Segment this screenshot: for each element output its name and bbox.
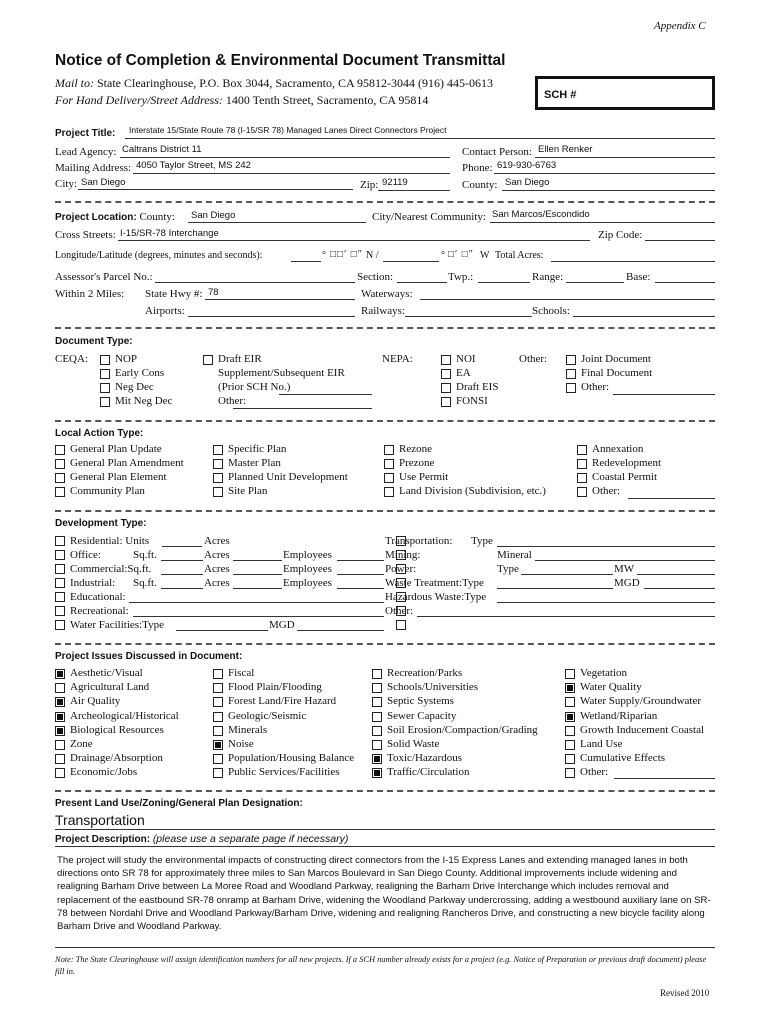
project-location-label: Project Location: — [55, 212, 137, 223]
dev-ind-emp-field[interactable] — [337, 588, 384, 589]
local-label: Land Division (Subdivision, etc.) — [399, 485, 546, 497]
dev-industrial-label: Industrial: — [70, 577, 116, 589]
project-title-value: Interstate 15/State Route 78 (I-15/SR 78) Managed Lanes Direct Connectors Project — [129, 125, 447, 135]
doc-other-checkbox[interactable] — [566, 383, 576, 393]
hand-delivery-line — [55, 93, 428, 108]
issue-label: Soil Erosion/Compaction/Grading — [387, 723, 538, 736]
ceqa-label: Neg Dec — [115, 381, 154, 393]
local-checkbox[interactable] — [577, 445, 587, 455]
dev-water-label: Water Facilities:Type — [70, 619, 164, 631]
issue-checkbox[interactable] — [213, 726, 223, 736]
issue-checkbox[interactable] — [565, 740, 575, 750]
dev-office-emp-field[interactable] — [337, 560, 384, 561]
phone-label: Phone: — [462, 162, 493, 174]
apn-label: Assessor's Parcel No.: — [55, 271, 153, 283]
dev-other-field[interactable] — [417, 616, 715, 617]
total-acres-label: Total Acres: — [495, 250, 544, 261]
issue-label: Cumulative Effects — [580, 752, 666, 765]
dev-other-label: Other: — [385, 605, 414, 617]
local-checkbox[interactable] — [213, 445, 223, 455]
issue-label: Wetland/Riparian — [580, 709, 658, 722]
schools-field[interactable] — [573, 316, 715, 317]
dev-waste-type-field[interactable] — [497, 588, 613, 589]
local-label: Redevelopment — [592, 457, 662, 469]
issue-checkbox[interactable] — [55, 754, 65, 764]
issue-checkbox[interactable] — [55, 669, 65, 679]
dev-mineral-label: Mineral — [497, 549, 532, 561]
nepa-checkbox[interactable] — [441, 397, 451, 407]
dev-transport-type-field[interactable] — [497, 546, 715, 547]
mail-to-label: Mail to: — [55, 76, 94, 90]
local-label: Specific Plan — [228, 443, 287, 455]
contact-person-label: Contact Person: — [462, 146, 532, 158]
ceqa-checkbox[interactable] — [100, 383, 110, 393]
issue-checkbox[interactable] — [55, 768, 65, 778]
dev-waste-mgd-field[interactable] — [644, 588, 715, 589]
location-county-field[interactable] — [188, 222, 366, 223]
dev-acres-label: Acres — [204, 549, 230, 561]
cross-streets-label: Cross Streets: — [55, 229, 116, 241]
dev-acres-label: Acres — [204, 535, 230, 547]
issue-checkbox[interactable] — [55, 740, 65, 750]
state-hwy-label: State Hwy #: — [145, 288, 203, 300]
ceqa-label: NOP — [115, 353, 138, 365]
nepa-label: NOI — [456, 353, 476, 365]
local-checkbox[interactable] — [55, 445, 65, 455]
railways-field[interactable] — [405, 316, 532, 317]
zip-code-label: Zip Code: — [598, 229, 643, 241]
local-label: Community Plan — [70, 485, 145, 497]
present-land-use-field[interactable] — [55, 829, 715, 830]
project-description-note: (please use a separate page if necessary) — [152, 833, 349, 845]
dev-comm-sqft-field[interactable] — [161, 574, 203, 575]
lead-agency-field[interactable] — [120, 157, 450, 158]
contact-person-value: Ellen Renker — [538, 144, 593, 155]
airports-field[interactable] — [188, 316, 355, 317]
dev-power-type-field[interactable] — [521, 574, 613, 575]
state-hwy-field[interactable] — [205, 299, 355, 300]
dev-acres-label: Acres — [204, 563, 230, 575]
section-divider — [55, 420, 715, 422]
ceqa-other-field[interactable] — [233, 408, 372, 409]
cross-streets-field[interactable] — [118, 240, 590, 241]
issue-checkbox[interactable] — [213, 712, 223, 722]
dev-mw-label: MW — [614, 563, 635, 575]
ceqa-label: Mit Neg Dec — [115, 395, 173, 407]
nepa-checkbox[interactable] — [441, 355, 451, 365]
ceqa-checkbox[interactable] — [100, 369, 110, 379]
section-label: Section: — [357, 271, 394, 283]
dev-office-sqft-field[interactable] — [161, 560, 203, 561]
dev-recreational-field[interactable] — [133, 616, 384, 617]
local-label: Other: — [592, 485, 621, 497]
local-checkbox[interactable] — [213, 473, 223, 483]
local-action-heading: Local Action Type: — [55, 428, 144, 439]
ceqa2-checkbox[interactable] — [203, 355, 213, 365]
issue-label: Other: — [580, 766, 609, 779]
issue-label: Fiscal — [228, 667, 255, 679]
revised-date: Revised 2010 — [660, 988, 710, 998]
local-checkbox[interactable] — [384, 459, 394, 469]
dev-ind-sqft-field[interactable] — [161, 588, 203, 589]
project-title-field[interactable] — [125, 138, 715, 139]
location-county-label: County: — [139, 211, 175, 223]
waterways-field[interactable] — [420, 299, 715, 300]
dev-employees-label: Employees — [283, 549, 332, 561]
development-type-heading: Development Type: — [55, 518, 147, 529]
issue-label: Noise — [228, 738, 254, 750]
mailing-address-value: 4050 Taylor Street, MS 242 — [136, 160, 251, 171]
sch-label: SCH # — [544, 89, 577, 101]
issue-label: Population/Housing Balance — [228, 752, 355, 765]
dev-educational-label: Educational: — [70, 591, 126, 603]
local-checkbox[interactable] — [213, 487, 223, 497]
issue-label: Land Use — [580, 738, 623, 750]
issue-label: Aesthetic/Visual — [70, 667, 143, 679]
issue-label: Traffic/Circulation — [387, 766, 470, 779]
county-label: County: — [462, 179, 498, 191]
ceqa2-label: Draft EIR — [218, 353, 262, 365]
issue-label: Sewer Capacity — [387, 709, 457, 722]
issue-checkbox[interactable] — [213, 740, 223, 750]
dev-employees-label: Employees — [283, 563, 332, 575]
issue-label: Water Quality — [580, 681, 642, 694]
local-checkbox[interactable] — [577, 487, 587, 497]
schools-label: Schools: — [532, 305, 570, 317]
city-label: City: — [55, 178, 78, 190]
long-w-label: W — [480, 250, 490, 261]
footnote: Note: The State Clearinghouse will assign identification numbers for all new projects. If a SCH number already exists for a project (e.g. Notice of Preparation or previous draft document) please fill in. — [55, 955, 707, 976]
dev-mineral-field[interactable] — [535, 560, 715, 561]
dev-commercial-label: Commercial:Sq.ft. — [70, 563, 152, 575]
dev-comm-acres-field[interactable] — [233, 574, 282, 575]
lead-agency-label: Lead Agency: — [55, 146, 117, 158]
issue-checkbox[interactable] — [565, 669, 575, 679]
range-field[interactable] — [566, 282, 624, 283]
issue-checkbox[interactable] — [372, 712, 382, 722]
local-checkbox[interactable] — [55, 473, 65, 483]
zip-field[interactable] — [378, 190, 450, 191]
issue-label: Agricultural Land — [70, 681, 150, 694]
local-label: General Plan Amendment — [70, 457, 184, 469]
issue-checkbox[interactable] — [565, 683, 575, 693]
dev-checkbox[interactable] — [55, 550, 65, 560]
dev-office-acres-field[interactable] — [233, 560, 282, 561]
zip-value: 92119 — [382, 177, 408, 188]
issue-checkbox[interactable] — [565, 697, 575, 707]
mailing-address-label: Mailing Address: — [55, 162, 132, 174]
phone-field[interactable] — [494, 173, 715, 174]
county-value: San Diego — [505, 177, 550, 188]
project-description-label: Project Description: — [55, 834, 151, 845]
section-field[interactable] — [397, 282, 447, 283]
railways-label: Railways: — [361, 305, 405, 317]
doc-other-field[interactable] — [613, 394, 715, 395]
zip-code-field[interactable] — [645, 240, 715, 241]
ceqa2-label: Supplement/Subsequent EIR — [218, 367, 345, 379]
local-other-field[interactable] — [628, 498, 715, 499]
doc-other-checkbox[interactable] — [566, 369, 576, 379]
city-field[interactable] — [78, 189, 353, 190]
present-land-use-label: Present Land Use/Zoning/General Plan Designation: — [55, 798, 303, 809]
issue-checkbox[interactable] — [55, 683, 65, 693]
location-county-value: San Diego — [191, 210, 236, 221]
latlong-label: Longitude/Latitude (degrees, minutes and seconds): — [55, 250, 263, 261]
community-label: City/Nearest Community: — [372, 211, 486, 223]
issue-label: Minerals — [228, 723, 268, 736]
ceqa2-label: Other: — [218, 395, 247, 407]
issue-label: Public Services/Facilities — [228, 766, 340, 779]
dev-mgd-label: MGD — [614, 577, 640, 589]
dev-transportation-label: Transportation: — [385, 535, 453, 547]
local-label: Use Permit — [399, 471, 449, 483]
ceqa-checkbox[interactable] — [100, 355, 110, 365]
project-title-label: Project Title: — [55, 128, 116, 139]
nepa-label: Draft EIS — [456, 381, 499, 393]
long-min-sec-boxes[interactable]: □′ □″ — [448, 249, 474, 260]
ceqa-checkbox[interactable] — [100, 397, 110, 407]
dev-sqft-label: Sq.ft. — [133, 577, 157, 589]
dev-checkbox[interactable] — [55, 620, 65, 630]
issue-label: Air Quality — [70, 695, 121, 708]
local-checkbox[interactable] — [577, 473, 587, 483]
issues-other-field[interactable] — [614, 778, 715, 779]
twp-field[interactable] — [478, 282, 530, 283]
local-label: General Plan Update — [70, 443, 162, 455]
issue-label: Zone — [70, 738, 93, 750]
dev-sqft-label: Sq.ft. — [133, 549, 157, 561]
dev-checkbox[interactable] — [55, 536, 65, 546]
dev-water-type-field[interactable] — [176, 630, 268, 631]
project-description-text: The project will study the environmental impacts of constructing direct connectors from the I-15 Express Lanes and extending managed lanes in both directions onto SR 78 for approximately three miles to San Marcos Boulevard in San Diego County. Additional improvements include widening and realigning Barham Drive between La Moree Road and Woodland Parkway, realigning the Barham Drive Interchange which includes removal and replacement of the eastbound SR-78 onramp at Barham Drive, widening the Woodland Parkway undercrossing, adding a westbound auxiliary lane on SR-78 between Nordahl Drive and Woodland Parkway/Barham Drive, widening and realigning Rancheros Drive, and constructing a new bicycle facility along Barham Drive and Woodland Parkway. — [57, 855, 711, 933]
issue-label: Geologic/Seismic — [228, 709, 307, 722]
section-divider — [55, 327, 715, 329]
dev-checkbox[interactable] — [55, 564, 65, 574]
issue-checkbox[interactable] — [55, 726, 65, 736]
issue-label: Solid Waste — [387, 738, 440, 750]
issue-checkbox[interactable] — [213, 669, 223, 679]
description-bottom-rule — [55, 947, 715, 948]
ceqa2-label: (Prior SCH No.) — [218, 381, 291, 393]
dev-checkbox[interactable] — [55, 592, 65, 602]
local-label: Coastal Permit — [592, 471, 658, 483]
lat-n-label: N / — [366, 250, 379, 261]
local-checkbox[interactable] — [577, 459, 587, 469]
nepa-checkbox[interactable] — [441, 369, 451, 379]
mailing-address-field[interactable] — [133, 173, 450, 174]
base-field[interactable] — [655, 282, 715, 283]
mail-to-text: State Clearinghouse, P.O. Box 3044, Sacramento, CA 95812-3044 (916) 445-0613 — [97, 76, 493, 90]
waterways-label: Waterways: — [361, 288, 413, 300]
issue-label: Economic/Jobs — [70, 766, 138, 779]
section-divider — [55, 201, 715, 203]
sch-number-box[interactable] — [535, 76, 715, 110]
lat-deg-field[interactable] — [291, 261, 321, 262]
lead-agency-value: Caltrans District 11 — [122, 144, 202, 155]
zip-label: Zip: — [360, 179, 379, 191]
issue-checkbox[interactable] — [372, 754, 382, 764]
dev-type-label: Type — [497, 563, 519, 575]
issue-checkbox[interactable] — [372, 697, 382, 707]
issue-label: Recreation/Parks — [387, 667, 463, 679]
county-field[interactable] — [502, 190, 715, 191]
local-label: Prezone — [399, 457, 435, 469]
local-label: Annexation — [592, 443, 644, 455]
doc-other-label: Other: — [581, 381, 610, 393]
lat-min-sec-boxes[interactable]: □□′ □″ — [330, 249, 363, 260]
issue-label: Schools/Universities — [387, 681, 479, 694]
project-location-line — [55, 211, 175, 223]
total-acres-field[interactable] — [551, 261, 715, 262]
contact-person-field[interactable] — [535, 157, 715, 158]
issue-checkbox[interactable] — [372, 683, 382, 693]
present-land-use-value: Transportation — [55, 812, 145, 828]
city-value: San Diego — [81, 177, 126, 188]
issue-checkbox[interactable] — [565, 754, 575, 764]
issue-checkbox[interactable] — [372, 669, 382, 679]
issue-label: Toxic/Hazardous — [387, 752, 462, 765]
community-value: San Marcos/Escondido — [492, 209, 590, 220]
airports-label: Airports: — [145, 305, 185, 317]
dev-residential-label: Residential: Units — [70, 535, 150, 547]
document-type-heading: Document Type: — [55, 336, 133, 347]
local-label: Planned Unit Development — [228, 471, 348, 483]
project-description-line — [55, 833, 348, 845]
issue-checkbox[interactable] — [55, 697, 65, 707]
local-checkbox[interactable] — [213, 459, 223, 469]
doc-other-label: Final Document — [581, 367, 653, 379]
section-divider — [55, 790, 715, 792]
description-top-rule — [55, 846, 715, 847]
local-label: Site Plan — [228, 485, 268, 497]
section-divider — [55, 510, 715, 512]
hand-delivery-text: 1400 Tenth Street, Sacramento, CA 95814 — [225, 93, 429, 107]
issues-heading: Project Issues Discussed in Document: — [55, 651, 243, 662]
base-label: Base: — [626, 271, 651, 283]
local-checkbox[interactable] — [55, 487, 65, 497]
issue-checkbox[interactable] — [55, 712, 65, 722]
local-checkbox[interactable] — [55, 459, 65, 469]
issue-label: Flood Plain/Flooding — [228, 681, 322, 694]
dev-waste-treatment-label: Waste Treatment:Type — [385, 577, 484, 589]
dev-mgd-label: MGD — [269, 619, 295, 631]
local-checkbox[interactable] — [384, 487, 394, 497]
issue-checkbox[interactable] — [565, 712, 575, 722]
range-label: Range: — [532, 271, 564, 283]
dev-ind-acres-field[interactable] — [233, 588, 282, 589]
dev-power-label: Power: — [385, 563, 417, 575]
apn-field[interactable] — [155, 282, 355, 283]
dev-checkbox[interactable] — [55, 578, 65, 588]
nepa-label: NEPA: — [382, 353, 413, 365]
nepa-checkbox[interactable] — [441, 383, 451, 393]
dev-employees-label: Employees — [283, 577, 332, 589]
dev-units-field[interactable] — [162, 546, 202, 547]
page-title: Notice of Completion & Environmental Document Transmittal — [55, 52, 506, 69]
issue-label: Archeological/Historical — [70, 709, 179, 722]
community-field[interactable] — [490, 222, 715, 223]
doc-other-checkbox[interactable] — [566, 355, 576, 365]
cross-streets-value: I-15/SR-78 Interchange — [120, 228, 219, 239]
phone-value: 619-930-6763 — [497, 160, 557, 171]
local-label: Rezone — [399, 443, 432, 455]
nepa-label: FONSI — [456, 395, 488, 407]
issue-checkbox[interactable] — [565, 726, 575, 736]
issue-checkbox[interactable] — [213, 768, 223, 778]
dev-hazardous-label: Hazardous Waste:Type — [385, 591, 487, 603]
issue-label: Drainage/Absorption — [70, 752, 163, 765]
local-label: Master Plan — [228, 457, 281, 469]
section-divider — [55, 643, 715, 645]
long-deg-field[interactable] — [383, 261, 439, 262]
issue-label: Septic Systems — [387, 695, 454, 708]
issue-label: Biological Resources — [70, 723, 164, 736]
mail-to-line — [55, 76, 493, 91]
dev-mw-field[interactable] — [637, 574, 715, 575]
dev-water-mgd-field[interactable] — [297, 630, 384, 631]
issue-checkbox[interactable] — [213, 697, 223, 707]
dev-educational-field[interactable] — [129, 602, 384, 603]
issue-label: Forest Land/Fire Hazard — [228, 695, 337, 708]
dev-recreational-label: Recreational: — [70, 605, 129, 617]
appendix-label: Appendix C — [654, 20, 706, 32]
nepa-label: EA — [456, 367, 471, 379]
lat-deg-symbol: ° — [322, 250, 326, 261]
issue-checkbox[interactable] — [372, 740, 382, 750]
prior-sch-field[interactable] — [279, 394, 372, 395]
within-2-miles-label: Within 2 Miles: — [55, 288, 125, 300]
doc-other-label: Other: — [519, 353, 548, 365]
local-checkbox[interactable] — [384, 445, 394, 455]
dev-mining-label: Mining: — [385, 549, 421, 561]
dev-comm-emp-field[interactable] — [337, 574, 384, 575]
dev-type-label: Type — [471, 535, 493, 547]
issue-label: Vegetation — [580, 667, 628, 679]
issue-label: Water Supply/Groundwater — [580, 695, 701, 708]
dev-office-label: Office: — [70, 549, 101, 561]
issue-checkbox[interactable] — [213, 754, 223, 764]
local-checkbox[interactable] — [384, 473, 394, 483]
twp-label: Twp.: — [448, 271, 474, 283]
dev-hazardous-field[interactable] — [497, 602, 715, 603]
dev-acres-label: Acres — [204, 577, 230, 589]
dev-checkbox[interactable] — [55, 606, 65, 616]
issue-checkbox[interactable] — [213, 683, 223, 693]
issue-label: Growth Inducement Coastal — [580, 723, 705, 736]
doc-other-label: Joint Document — [581, 353, 651, 365]
dev-checkbox[interactable] — [396, 620, 406, 630]
hand-delivery-label: For Hand Delivery/Street Address: — [55, 93, 223, 107]
local-label: General Plan Element — [70, 471, 167, 483]
issue-checkbox[interactable] — [372, 768, 382, 778]
state-hwy-value: 78 — [208, 287, 219, 298]
issue-checkbox[interactable] — [565, 768, 575, 778]
ceqa-label: Early Cons — [115, 367, 165, 379]
long-deg-symbol: ° — [441, 250, 445, 261]
issue-checkbox[interactable] — [372, 726, 382, 736]
ceqa-label: CEQA: — [55, 353, 88, 365]
